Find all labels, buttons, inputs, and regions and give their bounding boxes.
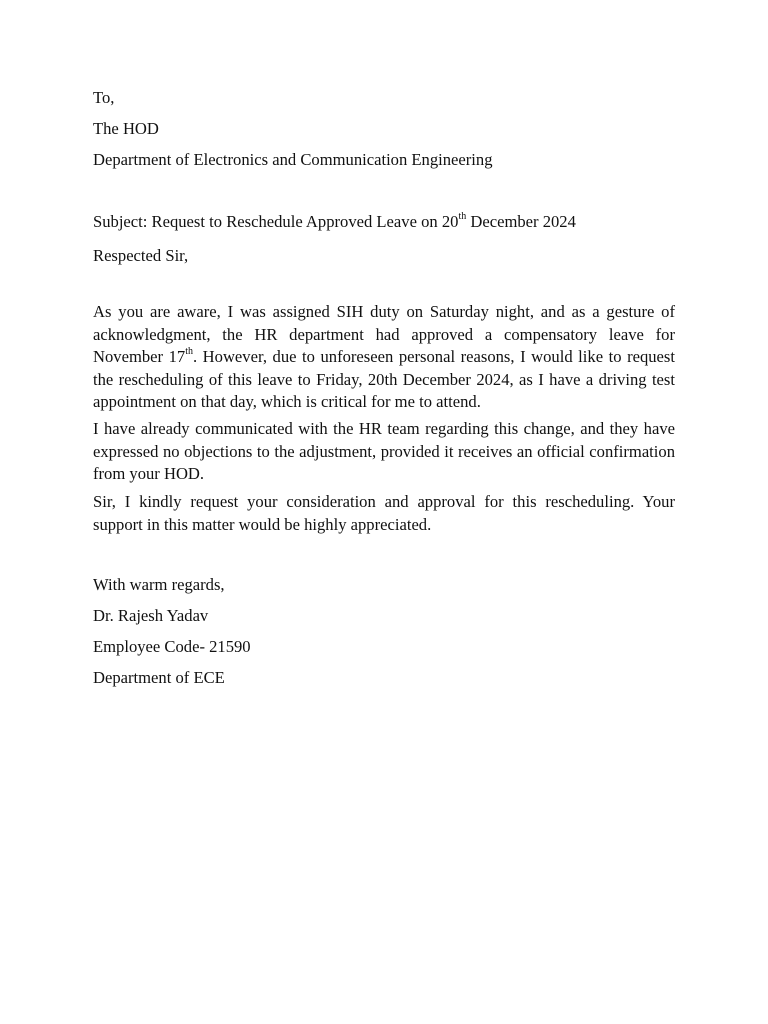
body-paragraph-3: Sir, I kindly request your consideration and approval for this rescheduling. Your support in this matter would be highly appreciated.	[93, 492, 675, 534]
subject-superscript: th	[458, 211, 467, 223]
p1-end: . However, due to unforeseen personal reasons, I would like to request the rescheduling of this leave to Friday, 20th December 2024, as I have a driving test appointment on that day, which is critical for me to attend.	[93, 347, 675, 411]
subject-line	[93, 212, 576, 232]
address-department: Department of Electronics and Communication Engineering	[93, 150, 493, 169]
salutation: Respected Sir,	[93, 246, 189, 265]
signatory-department: Department of ECE	[93, 668, 225, 687]
p1-start: As you are aware, I was assigned SIH duty on Saturday night, and as a gesture of acknowledgment, the HR department had approved a compensatory leave for November 17	[93, 302, 675, 366]
employee-code: Employee Code- 21590	[93, 637, 251, 656]
body-paragraph-2: I have already communicated with the HR team regarding this change, and they have expressed no objections to the adjustment, provided it receives an official confirmation from your HOD.	[93, 419, 675, 483]
address-to: To,	[93, 88, 115, 107]
closing-regards: With warm regards,	[93, 575, 225, 594]
address-recipient: The HOD	[93, 119, 159, 138]
subject-suffix: December 2024	[466, 212, 576, 231]
body-paragraph-1	[93, 301, 675, 414]
signatory-name: Dr. Rajesh Yadav	[93, 606, 209, 625]
subject-prefix: Subject: Request to Reschedule Approved Leave on 20	[93, 212, 459, 231]
p1-superscript: th	[185, 346, 193, 358]
